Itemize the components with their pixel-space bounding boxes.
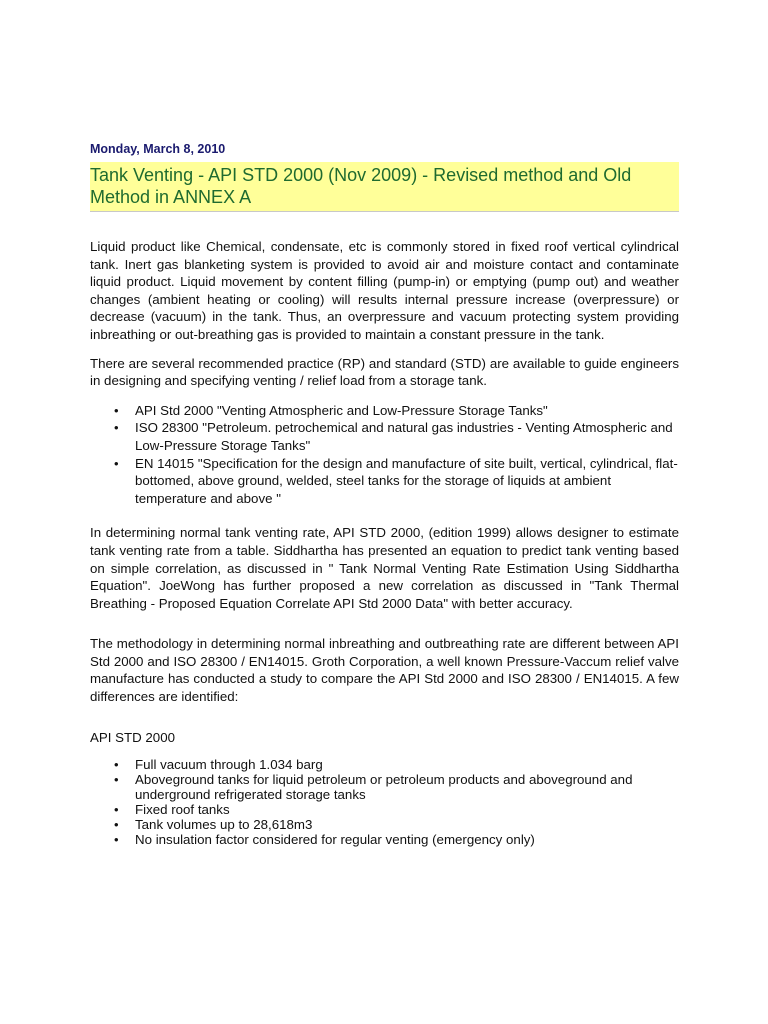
list-item bbox=[90, 455, 679, 508]
list-item-text: ISO 28300 "Petroleum. petrochemical and natural gas industries - Venting Atmospheric and Low-Pressure Storage Tanks" bbox=[135, 420, 673, 453]
bullet-icon: • bbox=[114, 420, 119, 436]
list-item-text: API Std 2000 "Venting Atmospheric and Low-Pressure Storage Tanks" bbox=[135, 402, 548, 418]
post-body bbox=[90, 238, 679, 847]
list-item-text: Tank volumes up to 28,618m3 bbox=[135, 817, 313, 833]
list-item bbox=[90, 402, 679, 420]
standards-list bbox=[90, 402, 679, 508]
bullet-icon: • bbox=[114, 772, 119, 788]
bullet-icon: • bbox=[114, 817, 119, 833]
post-title[interactable]: Tank Venting - API STD 2000 (Nov 2009) - Revised method and Old Method in ANNEX A bbox=[90, 162, 679, 212]
paragraph-intro: Liquid product like Chemical, condensate, etc is commonly stored in fixed roof vertical cylindrical tank. Inert gas blanketing system is provided to avoid air and moisture contact and contaminate liquid product. Liquid movement by content filling (pump-in) or emptying (pump out) and weather changes (ambient heating or cooling) will results internal pressure increase (overpressure) or decrease (vacuum) in the tank. Thus, an overpressure and vacuum protecting system providing inbreathing or out-breathing gas is provided to maintain a constant pressure in the tank. bbox=[90, 239, 679, 342]
bullet-icon: • bbox=[114, 757, 119, 773]
bullet-icon: • bbox=[114, 455, 119, 471]
paragraph-standards-intro: There are several recommended practice (RP) and standard (STD) are available to guide engineers in designing and specifying venting / relief load from a storage tank. bbox=[90, 355, 679, 389]
list-item-text: EN 14015 "Specification for the design and manufacture of site built, vertical, cylindrical, flat-bottomed, above ground, welded, steel tanks for the storage of liquids at ambient temperature and above " bbox=[135, 455, 678, 506]
list-item-text: No insulation factor considered for regular venting (emergency only) bbox=[135, 832, 535, 848]
api-std-heading: API STD 2000 bbox=[90, 729, 175, 745]
list-item-text: Aboveground tanks for liquid petroleum or petroleum products and aboveground and underground refrigerated storage tanks bbox=[135, 772, 633, 803]
list-item bbox=[90, 757, 679, 772]
bullet-icon: • bbox=[114, 402, 119, 418]
list-item-text: Fixed roof tanks bbox=[135, 802, 230, 818]
list-item bbox=[90, 772, 679, 802]
list-item bbox=[90, 419, 679, 454]
bullet-icon: • bbox=[114, 832, 119, 848]
api-points-list bbox=[90, 757, 679, 847]
list-item bbox=[90, 817, 679, 832]
paragraph-methodology: The methodology in determining normal inbreathing and outbreathing rate are different between API Std 2000 and ISO 28300 / EN14015. Groth Corporation, a well known Pressure-Vaccum relief valve manufacture has conducted a study to compare the API Std 2000 and ISO 28300 / EN14015. A few differences are identified: bbox=[90, 636, 679, 705]
list-item-text: Full vacuum through 1.034 barg bbox=[135, 757, 323, 773]
paragraph-venting-rate: In determining normal tank venting rate, API STD 2000, (edition 1999) allows designer to estimate tank venting rate from a table. Siddhartha has presented an equation to predict tank venting based on simple correlation, as discussed in " Tank Normal Venting Rate Estimation Using Siddhartha Equation". JoeWong has further proposed a new correlation as discussed in "Tank Thermal Breathing - Proposed Equation Correlate API Std 2000 Data" with better accuracy. bbox=[90, 525, 679, 611]
bullet-icon: • bbox=[114, 802, 119, 818]
list-item bbox=[90, 832, 679, 847]
list-item bbox=[90, 802, 679, 817]
post-date: Monday, March 8, 2010 bbox=[90, 142, 226, 156]
